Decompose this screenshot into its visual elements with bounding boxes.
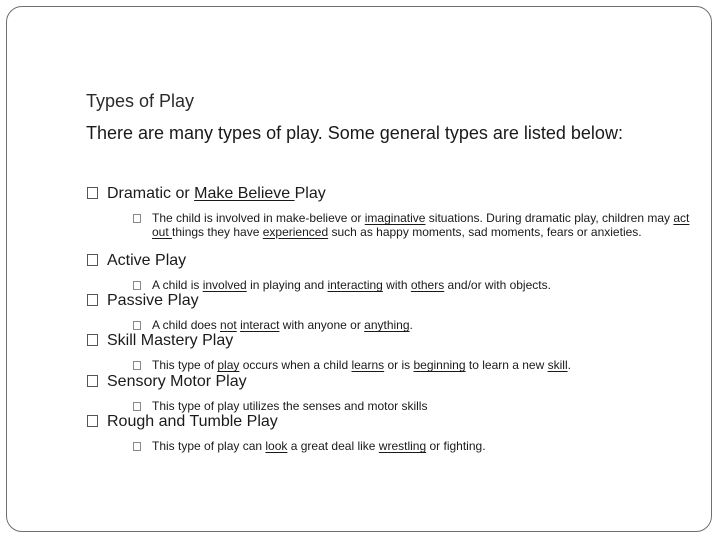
detail-segment: This type of [152,358,218,372]
detail-segment: The child is involved in make-believe or [152,211,365,225]
detail-segment: or fighting. [426,439,486,453]
checkbox-bullet-icon [87,187,98,199]
detail-underlined: anything [364,318,410,332]
detail-underlined: look [265,439,288,453]
bullet-passive-play [87,292,199,310]
heading-text: Sensory Motor Play [107,373,247,390]
detail-segment: with anyone or [279,318,365,332]
detail-segment: in playing and [246,278,328,292]
heading-text: Dramatic or [107,185,195,202]
detail-segment: A child does [152,318,221,332]
heading-text: Skill Mastery Play [107,332,234,349]
checkbox-bullet-icon [133,402,141,411]
detail-segment: This type of play can [152,439,266,453]
detail-skill-mastery-play [133,359,693,373]
checkbox-bullet-icon [87,294,98,306]
heading-text: Passive Play [107,292,199,309]
detail-underlined: learns [351,358,385,372]
detail-passive-play [133,319,693,333]
detail-segment: things they have [172,224,263,239]
bullet-active-play [87,252,186,270]
detail-segment: situations. During dramatic play, children may [425,211,674,225]
intro-text: There are many types of play. Some general types are listed below: [86,123,623,143]
checkbox-bullet-icon [133,321,141,330]
detail-underlined: interact [240,318,280,332]
detail-underlined: act out [152,211,690,239]
detail-segment: a great deal like [287,439,379,453]
checkbox-bullet-icon [87,254,98,266]
detail-underlined: wrestling [378,439,427,453]
checkbox-bullet-icon [133,214,141,223]
checkbox-bullet-icon [133,442,141,451]
detail-segment: occurs when a child [239,358,352,372]
detail-underlined: involved [202,278,247,292]
detail-rough-and-tumble-play [133,440,693,454]
detail-text [152,359,693,373]
slide-frame [6,6,712,532]
detail-underlined: play [217,358,240,372]
detail-segment: or is [384,358,414,372]
detail-underlined: imaginative [364,211,426,225]
detail-segment: and/or with objects. [444,278,551,292]
detail-underlined: beginning [413,358,466,372]
bullet-rough-and-tumble-play [87,413,278,431]
detail-underlined: others [410,278,445,292]
checkbox-bullet-icon [87,415,98,427]
bullet-sensory-motor-play [87,373,247,391]
detail-text [152,319,693,333]
detail-underlined: interacting [327,278,383,292]
detail-text [152,212,693,239]
bullet-dramatic-play [87,185,326,203]
checkbox-bullet-icon [87,375,98,387]
detail-segment: such as happy moments, sad moments, fears or anxieties. [328,224,642,239]
heading-text: Play [294,185,326,202]
detail-segment: with [382,278,411,292]
detail-text: This type of play utilizes the senses and motor skills [152,399,428,413]
detail-underlined: skill [547,358,568,372]
detail-underlined: not [220,318,237,332]
detail-underlined: experienced [262,224,329,239]
checkbox-bullet-icon [87,334,98,346]
heading-underlined: Make Believe [194,185,295,202]
detail-dramatic-play [133,212,693,239]
detail-sensory-motor-play [133,400,693,414]
detail-segment: to learn a new [465,358,548,372]
detail-text [152,279,693,293]
detail-text [152,440,693,454]
heading-text: Active Play [107,252,187,269]
checkbox-bullet-icon [133,361,141,370]
slide-title: Types of Play [86,91,195,111]
detail-segment: A child is [152,278,203,292]
detail-segment: . [567,358,571,372]
checkbox-bullet-icon [133,281,141,290]
detail-segment: . [409,318,413,332]
detail-active-play [133,279,693,293]
bullet-skill-mastery-play [87,332,233,350]
heading-text: Rough and Tumble Play [107,413,278,430]
